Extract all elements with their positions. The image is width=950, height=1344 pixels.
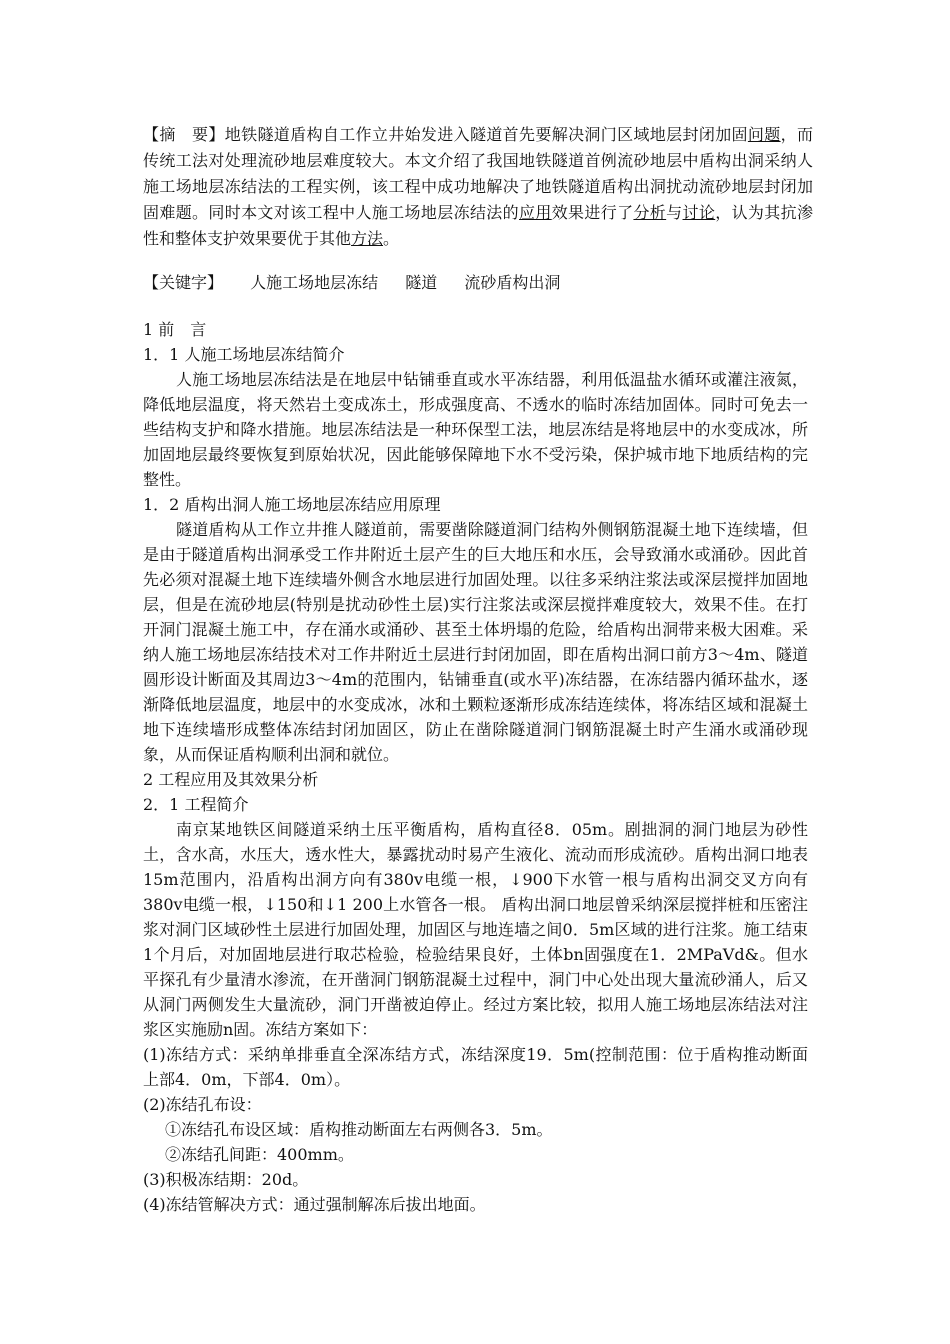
abstract-text-1: 地铁隧道盾构自工作立井始发进入隧道首先要解决洞门区域地层封闭加固 bbox=[224, 125, 748, 144]
section-heading-1-1: 1．1 人施工场地层冻结简介 bbox=[143, 345, 345, 364]
list-item-2: (2)冻结孔布设： bbox=[143, 1095, 262, 1114]
abstract-label: 【摘 要】 bbox=[143, 125, 225, 144]
section-heading-1-2: 1．2 盾构出洞人施工场地层冻结应用原理 bbox=[143, 495, 441, 514]
keywords-label: 【关键字】 bbox=[143, 273, 224, 292]
link-discussion[interactable]: 讨论 bbox=[682, 203, 716, 222]
list-item-3: (3)积极冻结期：20d。 bbox=[143, 1170, 309, 1189]
section-heading-1: 1 前 言 bbox=[143, 320, 207, 339]
sub-item-1: ①冻结孔布设区域：盾构推动断面左右两侧各3．5m。 bbox=[165, 1120, 553, 1139]
link-method[interactable]: 方法 bbox=[351, 229, 384, 248]
section-heading-2-1: 2．1 工程简介 bbox=[143, 795, 249, 814]
keyword-item: 隧道 bbox=[405, 273, 438, 292]
list-item-1: (1)冻结方式：采纳单排垂直全深冻结方式，冻结深度19．5m(控制范围：位于盾构推动断面上部4．0m，下部4．0m）。 bbox=[143, 1045, 808, 1089]
abstract-text-5: ，认为其抗渗性和整体支护效果要优于其他 bbox=[143, 203, 813, 248]
paragraph-1-1: 人施工场地层冻结法是在地层中钻铺垂直或水平冻结器，利用低温盐水循环或灌注液氮，降低地层温度，将天然岩土变成冻土，形成强度高、不透水的临时冻结加固体。同时可免去一些结构支护和降水措施。地层冻结法是一种环保型工法，地层冻结是将地层中的水变成冰，所加固地层最终要恢复到原始状况，因此能够保障地下水不受污染，保护城市地下地质结构的完整性。 bbox=[143, 370, 808, 489]
paragraph-2-1: 南京某地铁区间隧道采纳土压平衡盾构，盾构直径8．05m。剧拙洞的洞门地层为砂性土，含水高，水压大，透水性大，暴露扰动时易产生液化、流动而形成流砂。盾构出洞口地表15m范围内，沿盾构出洞方向有380v电缆一根，↓900下水管一根与盾构出洞交叉方向有380v电缆一根，↓150和↓1 200上水管各一根。 盾构出洞口地层曾采纳深层搅拌桩和压密注浆对洞门区域砂性土层进行加固处理，加固区与地连墙之间0．5m区域的进行注浆。施工结束1个月后，对加固地层进行取芯检验，检验结果良好，土体bn固强度在1．2MPaVd&。但水平探孔有少量清水渗流，在开凿洞门钢筋混凝土过程中，洞门中心处出现大量流砂涌人，后又从洞门两侧发生大量流砂，洞门开凿被迫停止。经过方案比较，拟用人施工场地层冻结法对注浆区实施励n固。冻结方案如下： bbox=[143, 820, 808, 1039]
link-problem[interactable]: 问题 bbox=[747, 125, 781, 144]
abstract-text-3: 效果进行了 bbox=[551, 203, 634, 222]
keyword-item: 人施工场地层冻结 bbox=[250, 273, 379, 292]
sub-item-2: ②冻结孔间距：400mm。 bbox=[165, 1145, 354, 1164]
link-application[interactable]: 应用 bbox=[519, 203, 552, 222]
paragraph-1-2: 隧道盾构从工作立井推人隧道前，需要凿除隧道洞门结构外侧钢筋混凝土地下连续墙，但是由于隧道盾构出洞承受工作井附近土层产生的巨大地压和水压，会导致涌水或涌砂。因此首先必须对混凝土地下连续墙外侧含水地层进行加固处理。以往多采纳注浆法或深层搅拌加固地层，但是在流砂地层(特别是扰动砂性土层)实行注浆法或深层搅拌难度较大，效果不佳。在打开洞门混凝土施工中，存在涌水或涌砂、甚至土体坍塌的危险，给盾构出洞带来极大困难。采纳人施工场地层冻结技术对工作井附近土层进行封闭加固，即在盾构出洞口前方3～4m、隧道圆形设计断面及其周边3～4m的范围内，钻铺垂直(或水平)冻结器，在冻结器内循环盐水，逐渐降低地层温度，地层中的水变成冰，冰和土颗粒逐渐形成冻结连续体，将冻结区域和混凝土地下连续墙形成整体冻结封闭加固区，防止在凿除隧道洞门钢筋混凝土时产生涌水或涌砂现象，从而保证盾构顺利出洞和就位。 bbox=[143, 520, 808, 764]
section-heading-2: 2 工程应用及其效果分析 bbox=[143, 770, 319, 789]
list-item-4: (4)冻结管解决方式：通过强制解冻后拔出地面。 bbox=[143, 1195, 486, 1214]
abstract-text-2: ，而传统工法对处理流砂地层难度较大。本文介绍了我国地铁隧道首例流砂地层中盾构出洞采纳人施工场地层冻结法的工程实例，该工程中成功地解决了地铁隧道盾构出洞扰动流砂地层封闭加固难题。同时本文对该工程中人施工场地层冻结法的 bbox=[143, 125, 813, 222]
abstract-text-6: 。 bbox=[383, 229, 400, 248]
keyword-item: 流砂盾构出洞 bbox=[464, 273, 561, 292]
link-analysis[interactable]: 分析 bbox=[633, 203, 667, 222]
abstract bbox=[143, 122, 813, 252]
keywords bbox=[143, 270, 813, 296]
abstract-text-4: 与 bbox=[666, 203, 683, 222]
document-body bbox=[143, 317, 808, 1217]
